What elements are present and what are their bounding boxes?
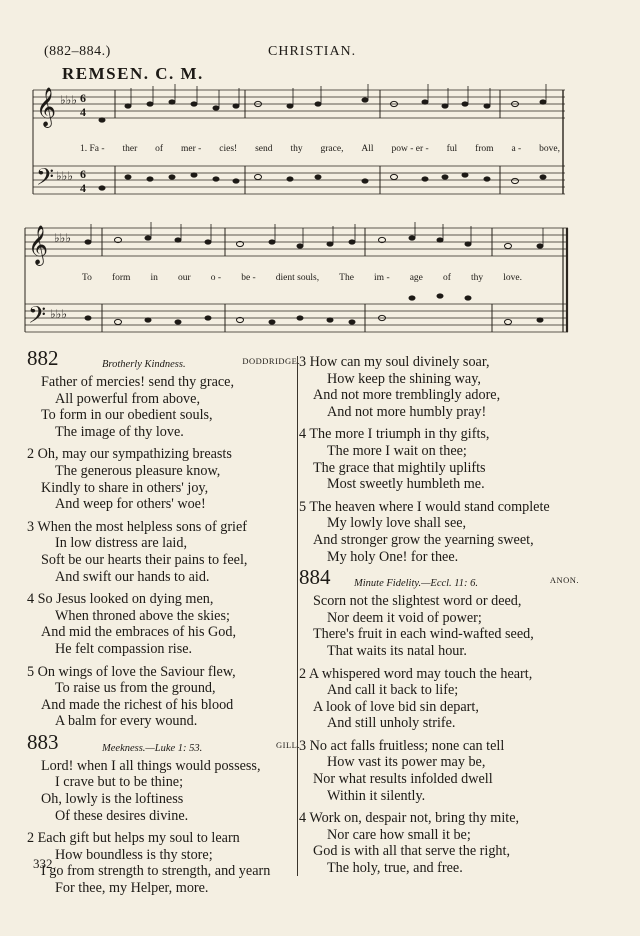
stanza — [299, 354, 599, 420]
verse-line: And stronger grow the yearning sweet, — [313, 531, 534, 548]
bass-clef: 𝄢 — [36, 165, 55, 196]
lyrics-system-1 — [80, 144, 560, 154]
treble-clef: 𝄞 — [36, 89, 57, 126]
hymn-number: 884 — [299, 565, 331, 590]
verse-line: And swift our hands to aid. — [55, 568, 210, 585]
stanza — [27, 374, 302, 440]
hymn-header — [27, 346, 302, 374]
verse-line: The holy, true, and free. — [327, 860, 463, 877]
verse-line: God is with all that serve the right, — [313, 843, 511, 860]
verse-line: I go from strength to strength, and yearn — [41, 863, 271, 880]
verse-line: Soft be our hearts their pains to feel, — [41, 551, 248, 568]
hymn-header — [27, 729, 302, 758]
hymn-number: 883 — [27, 729, 59, 754]
stanza — [299, 426, 599, 492]
lyric-syllable: thy — [471, 273, 484, 283]
verse-line: And mid the embraces of his God, — [41, 624, 237, 641]
stanza — [27, 446, 302, 512]
verse-line: 2 Oh, may our sympathizing breasts — [27, 446, 232, 463]
verse-line: A look of love bid sin depart, — [313, 698, 479, 715]
lyric-syllable: o - — [210, 273, 222, 283]
key-signature-bass: ♭♭♭ — [56, 169, 73, 183]
verse-line: A balm for every wound. — [55, 713, 198, 730]
time-signature-bass: 6 — [80, 167, 86, 181]
lyric-syllable: send — [255, 144, 273, 154]
lyric-syllable: pow - er - — [391, 144, 429, 154]
lyric-syllable: in — [150, 273, 158, 283]
stanza — [27, 664, 302, 730]
stanza — [299, 810, 599, 876]
hymn-author: GILL. — [276, 739, 300, 750]
stanza — [27, 758, 302, 824]
lyric-syllable: of — [155, 144, 164, 154]
lyric-syllable: mer - — [181, 144, 202, 154]
lyric-syllable: age — [409, 273, 423, 283]
verse-line: To form in our obedient souls, — [41, 407, 213, 424]
verse-line: The generous pleasure know, — [55, 462, 221, 479]
lyric-syllable: dient souls, — [275, 273, 320, 283]
verse-line: To raise us from the ground, — [55, 680, 216, 697]
stanza — [299, 738, 599, 804]
verse-line: 2 A whispered word may touch the heart, — [299, 665, 533, 682]
lyric-syllable: from — [475, 144, 494, 154]
stanza — [27, 591, 302, 657]
key-signature-treble: ♭♭♭ — [54, 231, 71, 245]
verse-line: And not more tremblingly adore, — [313, 387, 501, 404]
section-title: CHRISTIAN. — [268, 44, 357, 59]
verse-line: Nor deem it void of power; — [327, 609, 482, 626]
lyric-syllable: 1. Fa - — [80, 144, 105, 154]
lyric-syllable: ther — [122, 144, 138, 154]
verse-line: When throned above the skies; — [55, 607, 230, 624]
verse-line: He felt compassion rise. — [55, 640, 193, 657]
hymn-author: ANON. — [549, 575, 579, 586]
page-range: (882–884.) — [44, 44, 111, 59]
verse-line: Father of mercies! send thy grace, — [41, 374, 235, 390]
lyric-syllable: ful — [446, 144, 458, 154]
verse-line: My holy One! for thee. — [327, 548, 459, 565]
verse-line: And not more humbly pray! — [327, 403, 487, 420]
hymn-title: Brotherly Kindness. — [102, 359, 186, 370]
lyric-syllable: bove, — [539, 144, 560, 154]
verse-line: That waits its natal hour. — [327, 642, 467, 659]
right-column — [299, 354, 599, 877]
tune-name: REMSEN. C. M. — [62, 64, 204, 83]
left-column — [27, 346, 302, 897]
stanza — [299, 666, 599, 732]
hymn-title: Minute Fidelity.—Eccl. 11: 6. — [354, 578, 479, 590]
lyric-syllable: cies! — [219, 144, 238, 154]
verse-line: Oh, lowly is the loftiness — [41, 791, 184, 808]
verse-line: And made the richest of his blood — [41, 696, 234, 713]
verse-line: Within it silently. — [327, 787, 426, 804]
hymn-882 — [27, 346, 302, 730]
hymn-883-continued — [299, 354, 599, 565]
key-signature-treble: ♭♭♭ — [60, 93, 77, 107]
verse-line: How keep the shining way, — [327, 370, 481, 387]
lyric-syllable: our — [178, 273, 191, 283]
bass-clef: 𝄢 — [28, 303, 47, 334]
verse-line: Scorn not the slightest word or deed, — [313, 593, 522, 610]
verse-line: I crave but to be thine; — [55, 774, 184, 791]
verse-line: 4 Work on, despair not, bring thy mite, — [299, 810, 520, 827]
verse-line: And call it back to life; — [327, 682, 459, 699]
time-signature-treble-lower: 4 — [80, 105, 86, 119]
verse-line: Lord! when I all things would possess, — [41, 757, 261, 774]
lyric-syllable: im - — [374, 273, 390, 283]
page-number: 332 — [33, 856, 53, 871]
verse-line: All powerful from above, — [55, 390, 200, 407]
lyric-syllable: The — [339, 273, 354, 283]
verse-line: 5 On wings of love the Saviour flew, — [27, 663, 236, 680]
key-signature-bass: ♭♭♭ — [50, 307, 67, 321]
verse-line: 4 The more I triumph in thy gifts, — [299, 426, 490, 443]
verse-line: 5 The heaven where I would stand complete — [299, 498, 550, 515]
hymn-884 — [299, 565, 599, 877]
stanza — [299, 499, 599, 565]
lyric-syllable: To — [82, 273, 92, 283]
stanza — [299, 593, 599, 659]
verse-line: How vast its power may be, — [327, 754, 486, 771]
verse-line: The image of thy love. — [55, 423, 184, 440]
hymn-header — [299, 565, 599, 593]
lyric-syllable: of — [443, 273, 451, 283]
time-signature-treble: 6 — [80, 91, 86, 105]
time-signature-bass-lower: 4 — [80, 181, 86, 195]
lyric-syllable: be - — [241, 273, 256, 283]
barlines-1 — [33, 90, 563, 194]
verse-line: Kindly to share in others' joy, — [41, 479, 209, 496]
verse-line: Nor what results infolded dwell — [313, 771, 493, 788]
verse-line: Of these desires divine. — [55, 807, 189, 824]
staff-treble-2 — [25, 228, 568, 256]
lyric-syllable: thy — [290, 144, 303, 154]
treble-clef: 𝄞 — [28, 227, 49, 264]
hymn-title: Meekness.—Luke 1: 53. — [102, 742, 203, 754]
stanza — [27, 519, 302, 585]
verse-line: How boundless is thy store; — [55, 846, 213, 863]
verse-line: There's fruit in each wind-wafted seed, — [313, 626, 534, 643]
verse-line: And still unholy strife. — [327, 715, 456, 732]
verse-line: For thee, my Helper, more. — [55, 880, 209, 897]
lyric-syllable: All — [361, 144, 374, 154]
lyric-syllable: a - — [511, 144, 522, 154]
verse-line: 3 No act falls fruitless; none can tell — [299, 737, 505, 754]
verse-line: My lowly love shall see, — [327, 515, 467, 532]
lyric-syllable: love. — [503, 273, 522, 283]
hymn-number: 882 — [27, 346, 59, 370]
verse-line: And weep for others' woe! — [55, 496, 206, 513]
hymn-author: DODDRIDGE. — [242, 356, 300, 366]
verse-line: 2 Each gift but helps my soul to learn — [27, 830, 240, 847]
verse-line: Nor care how small it be; — [327, 826, 471, 843]
lyric-syllable: grace, — [320, 144, 344, 154]
verse-line: In low distress are laid, — [55, 535, 187, 552]
verse-line: The more I wait on thee; — [327, 442, 467, 459]
lyric-syllable: form — [111, 273, 131, 283]
verse-line: 4 So Jesus looked on dying men, — [27, 591, 214, 608]
stanza — [27, 830, 302, 896]
verse-line: 3 When the most helpless sons of grief — [27, 518, 248, 535]
verse-line: The grace that mightily uplifts — [313, 459, 486, 476]
lyrics-system-2 — [82, 273, 522, 283]
verse-line: Most sweetly humbleth me. — [327, 476, 485, 493]
verse-line: 3 How can my soul divinely soar, — [299, 354, 490, 370]
hymn-883 — [27, 729, 302, 897]
